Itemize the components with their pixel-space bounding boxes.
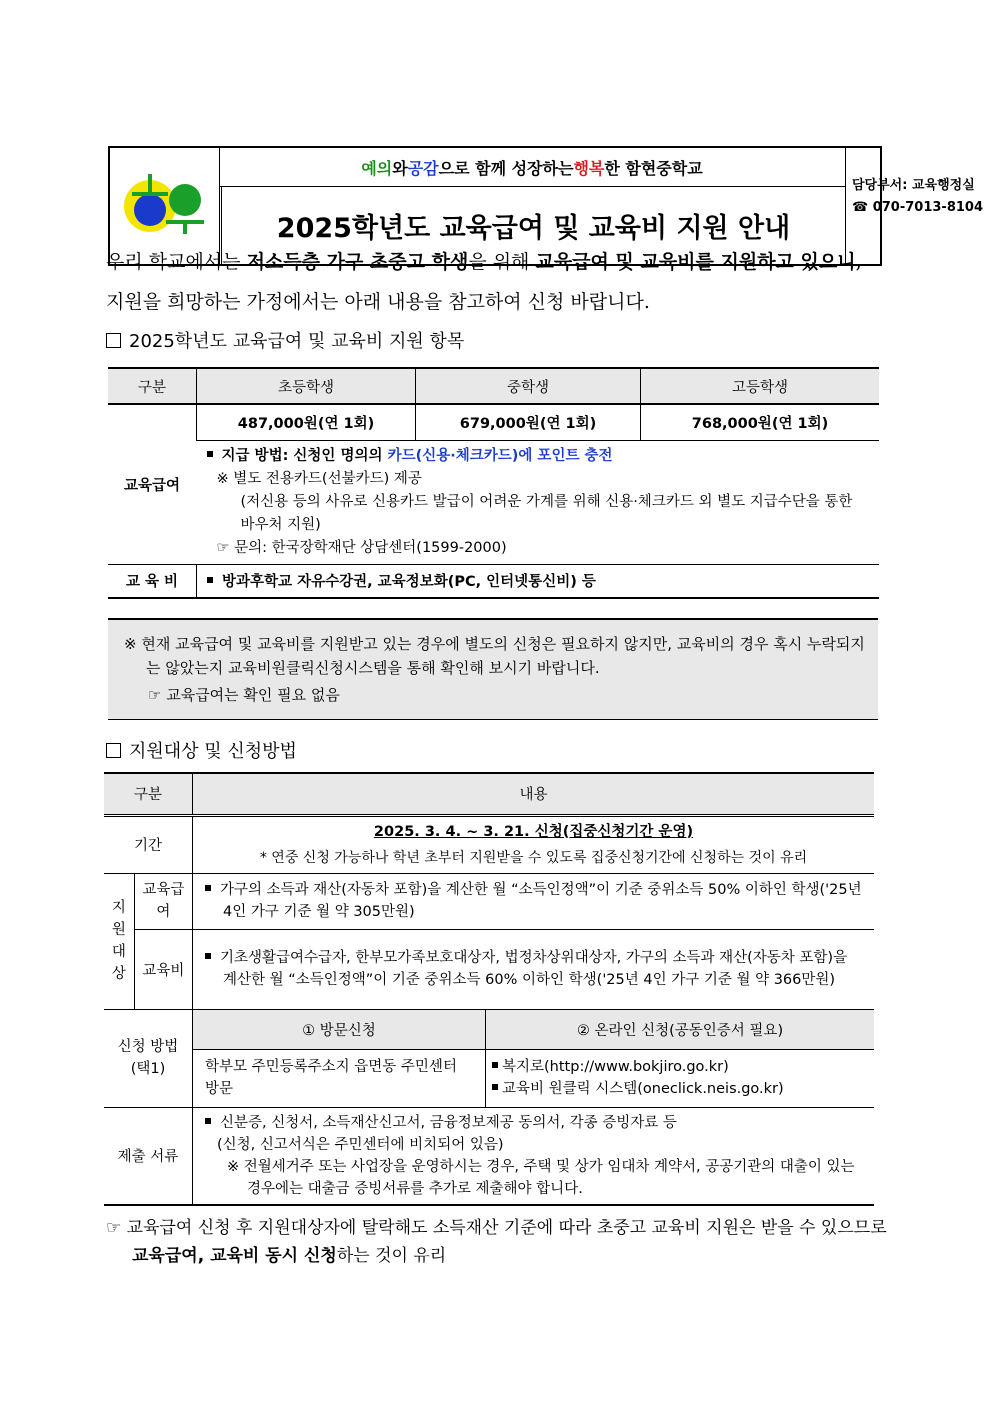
docs-label: 제출 서류 xyxy=(104,1107,193,1205)
page-title: 2025학년도 교육급여 및 교육비 지원 안내 xyxy=(219,187,845,264)
col-middle: 중학생 xyxy=(416,368,641,404)
amount-high: 768,000원(연 1회) xyxy=(641,404,880,440)
footer-note: ☞ 교육급여 신청 후 지원대상자에 탈락해도 소득재산 기준에 따라 초중고 교육비 지원은 받을 수 있으므로 교육급여, 교육비 동시 신청하는 것이 유리 xyxy=(106,1218,887,1266)
phone: ☎ 070-7013-8104 xyxy=(852,200,984,215)
support-items-table xyxy=(108,367,879,599)
edu-cost-target: 기초생활급여수급자, 한부모가족보호대상자, 법정차상위대상자, 가구의 소득과 재산(자동차 포함)을 계산한 월 “소득인정액”이 기준 중위소득 60% 이하인 학생('25년 4인 가구 기준 월 약 366만원) xyxy=(193,929,875,1009)
col-content: 내용 xyxy=(193,773,875,815)
checkbox-square-icon xyxy=(106,333,121,348)
visit-head: ① 방문신청 xyxy=(193,1009,486,1049)
edu-benefit-details: 지급 방법: 신청인 명의의 카드(신용·체크카드)에 포인트 충전 ※ 별도 전용카드(선불카드) 제공 (저신용 등의 사유로 신용카드 발급이 어려운 가계를 위해 신용·체크카드 외 별도 지급수단을 통한 바우처 지원) ☞ 문의: 한국장학재단 상담센터(1599-2000) xyxy=(197,440,880,564)
col-high: 고등학생 xyxy=(641,368,880,404)
edu-cost-label2: 교육비 xyxy=(134,929,192,1009)
online-text: 복지로(http://www.bokjiro.go.kr) 교육비 원클릭 시스템(oneclick.neis.go.kr) xyxy=(486,1049,875,1107)
row-label-edu-benefit: 교육급여 xyxy=(108,404,197,564)
bullet-icon xyxy=(205,1118,211,1124)
period-content: 2025. 3. 4. ~ 3. 21. 신청(집중신청기간 운영) * 연중 신청 가능하나 학년 초부터 지원받을 수 있도록 집중신청기간에 신청하는 것이 유리 xyxy=(193,815,875,873)
section1-heading: 2025학년도 교육급여 및 교육비 지원 항목 xyxy=(106,327,464,353)
dept: 담당부서: 교육행정실 xyxy=(852,178,975,193)
notice-line2: ☞ 교육급여는 확인 필요 없음 xyxy=(148,686,340,704)
edu-benefit-label2: 교육급여 xyxy=(134,873,192,929)
method-label: 신청 방법 (택1) xyxy=(104,1009,193,1107)
amount-elementary: 487,000원(연 1회) xyxy=(197,404,416,440)
period-label: 기간 xyxy=(104,815,193,873)
bullet-icon xyxy=(205,953,211,959)
eligibility-table xyxy=(104,772,874,1206)
bullet-icon xyxy=(207,451,213,457)
row-label-edu-cost: 교 육 비 xyxy=(108,564,197,598)
intro-paragraph: 우리 학교에서는 저소득층 가구 초중고 학생을 위해 교육급여 및 교육비를 지원하고 있으니, 지원을 희망하는 가정에서는 아래 내용을 참고하여 신청 바랍니다. xyxy=(106,251,862,313)
amount-middle: 679,000원(연 1회) xyxy=(416,404,641,440)
col-elementary: 초등학생 xyxy=(197,368,416,404)
bullet-icon xyxy=(207,577,213,583)
online-head: ② 온라인 신청(공동인증서 필요) xyxy=(486,1009,875,1049)
school-motto: 예의 와 공감 으로 함께 성장하는 행복 한 함현중학교 xyxy=(219,148,845,187)
section2-heading: 지원대상 및 신청방법 xyxy=(106,737,297,763)
edu-benefit-target: 가구의 소득과 재산(자동차 포함)을 계산한 월 “소득인정액”이 기준 중위소득 50% 이하인 학생('25년 4인 가구 기준 월 약 305만원) xyxy=(193,873,875,929)
target-label: 지 원 대 상 xyxy=(104,873,134,1009)
docs-content: 신분증, 신청서, 소득재산신고서, 금융정보제공 동의서, 각종 증빙자료 등 (신청, 신고서식은 주민센터에 비치되어 있음) ※ 전월세거주 또는 사업장을 운영하시는 경우, 주택 및 상가 임대차 계약서, 공공기관의 대출이 있는 경우에는 대출금 증빙서류를 추가로 제출해야 합니다. xyxy=(193,1107,875,1205)
col-gubun: 구분 xyxy=(108,368,197,404)
visit-text: 학부모 주민등록주소지 읍면동 주민센터 방문 xyxy=(193,1049,486,1107)
notice-box xyxy=(108,618,878,720)
bullet-icon xyxy=(492,1084,498,1090)
edu-cost-details: 방과후학교 자유수강권, 교육정보화(PC, 인터넷통신비) 등 xyxy=(197,564,880,598)
notice-line1: ※ 현재 교육급여 및 교육비를 지원받고 있는 경우에 별도의 신청은 필요하지 않지만, 교육비의 경우 혹시 누락되지는 않았는지 교육비원클릭신청시스템을 통해 확인해 보시기 바랍니다. xyxy=(124,635,865,677)
checkbox-square-icon xyxy=(106,743,121,758)
bullet-icon xyxy=(205,885,211,891)
col-gubun2: 구분 xyxy=(104,773,193,815)
bullet-icon xyxy=(492,1062,498,1068)
